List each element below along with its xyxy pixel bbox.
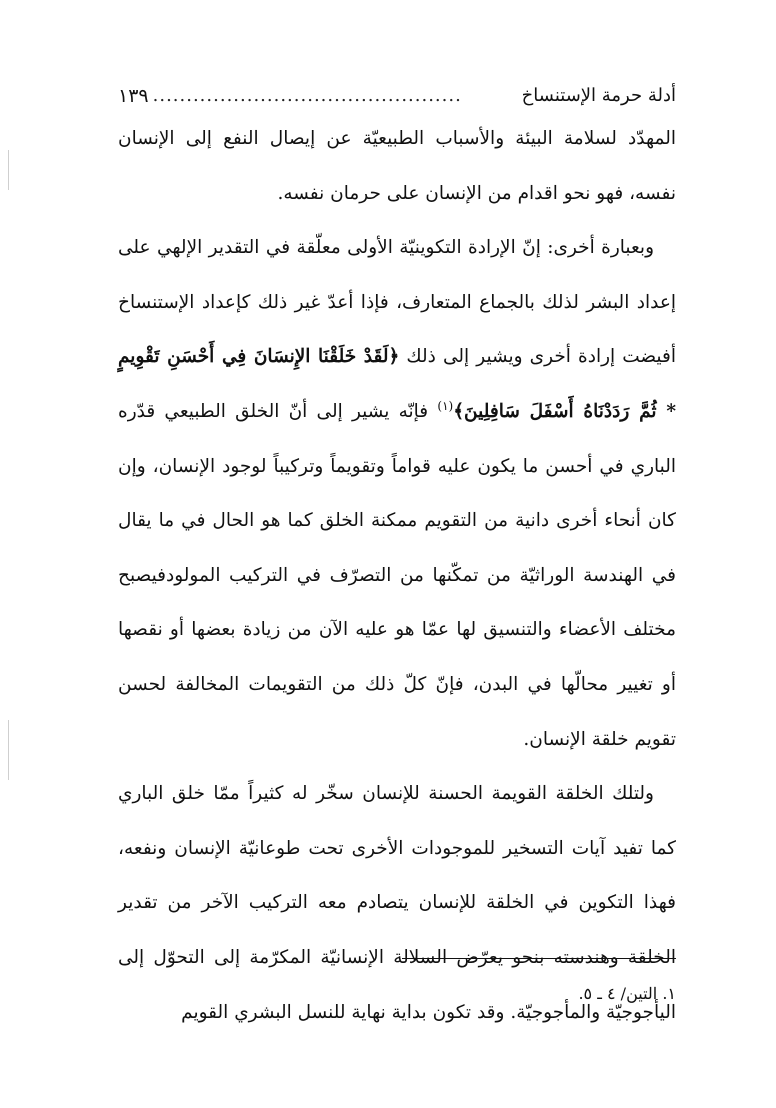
footnote-separator (402, 958, 676, 959)
paragraph-3: ولتلك الخلقة القويمة الحسنة للإنسان سخّر له كثيراً ممّا خلق الباري كما تفيد آيات التسخير للموجودات الأخرى تحت طوعانيّة الإنسان ونفعه، فهذا التكوين في الخلقة للإنسان يتصادم معه التركيب الآخر من تقدير الخلقة وهندسته بنحو يعرّض السلالة الإنسانيّة المكرّمة إلى التحوّل إلى اليأجوجيّة والمأجوجيّة. وقد تكون بداية نهاية للنسل البشري القويم (118, 783, 676, 1023)
footnote: ١. التين/ ٤ ـ ٥. (578, 984, 676, 1003)
quran-verse: ﴿لَقَدْ خَلَقْنَا الإِنسَانَ فِي أَحْسَنِ تَقْوِيمٍ * ثُمَّ رَدَدْنَاهُ أَسْفَلَ سَافِلِينَ﴾ (118, 346, 676, 422)
paragraph-2-before: وبعبارة أخرى: إنّ الإرادة التكوينيّة الأولى معلّقة في التقدير الإلهي على إعداد البشر لذلك بالجماع المتعارف، فإذا أعدّ غير ذلك كإعداد الإستنساخ أفيضت إرادة أخرى ويشير إلى ذلك (118, 237, 676, 368)
scan-margin-mark (8, 720, 9, 780)
paragraph-1: المهدّد لسلامة البيئة والأسباب الطبيعيّة عن إيصال النفع إلى الإنسان نفسه، فهو نحو اقدام من الإنسان على حرمان نفسه. (118, 128, 676, 204)
page-number: ١٣٩ (118, 85, 149, 107)
scan-margin-mark (8, 150, 9, 190)
paragraph-2 (118, 221, 676, 767)
footnote-reference: (١) (437, 398, 454, 413)
paragraph-2-after: فإنّه يشير إلى أنّ الخلق الطبيعي قدّره الباري في أحسن ما يكون عليه قواماً وتقويماً وتركيباً لوجود الإنسان، وإن كان أنحاء أخرى دانية من التقويم ممكنة الخلق كما هو الحال في ما يقال في الهندسة الوراثيّة من تمكّنها من التصرّف في التركيب المولودفيصبح مختلف الأعضاء والتنسيق لها عمّا هو عليه الآن من زيادة بعضها أو نقصها أو تغيير محالّها في البدن، فإنّ كلّ ذلك من التقويمات المخالفة لحسن تقويم خلقة الإنسان. (118, 400, 676, 750)
running-header (118, 78, 676, 108)
leader-dots: .............................................. (152, 85, 462, 106)
chapter-title: أدلة حرمة الإستنساخ (521, 85, 676, 106)
main-text (118, 112, 676, 1040)
